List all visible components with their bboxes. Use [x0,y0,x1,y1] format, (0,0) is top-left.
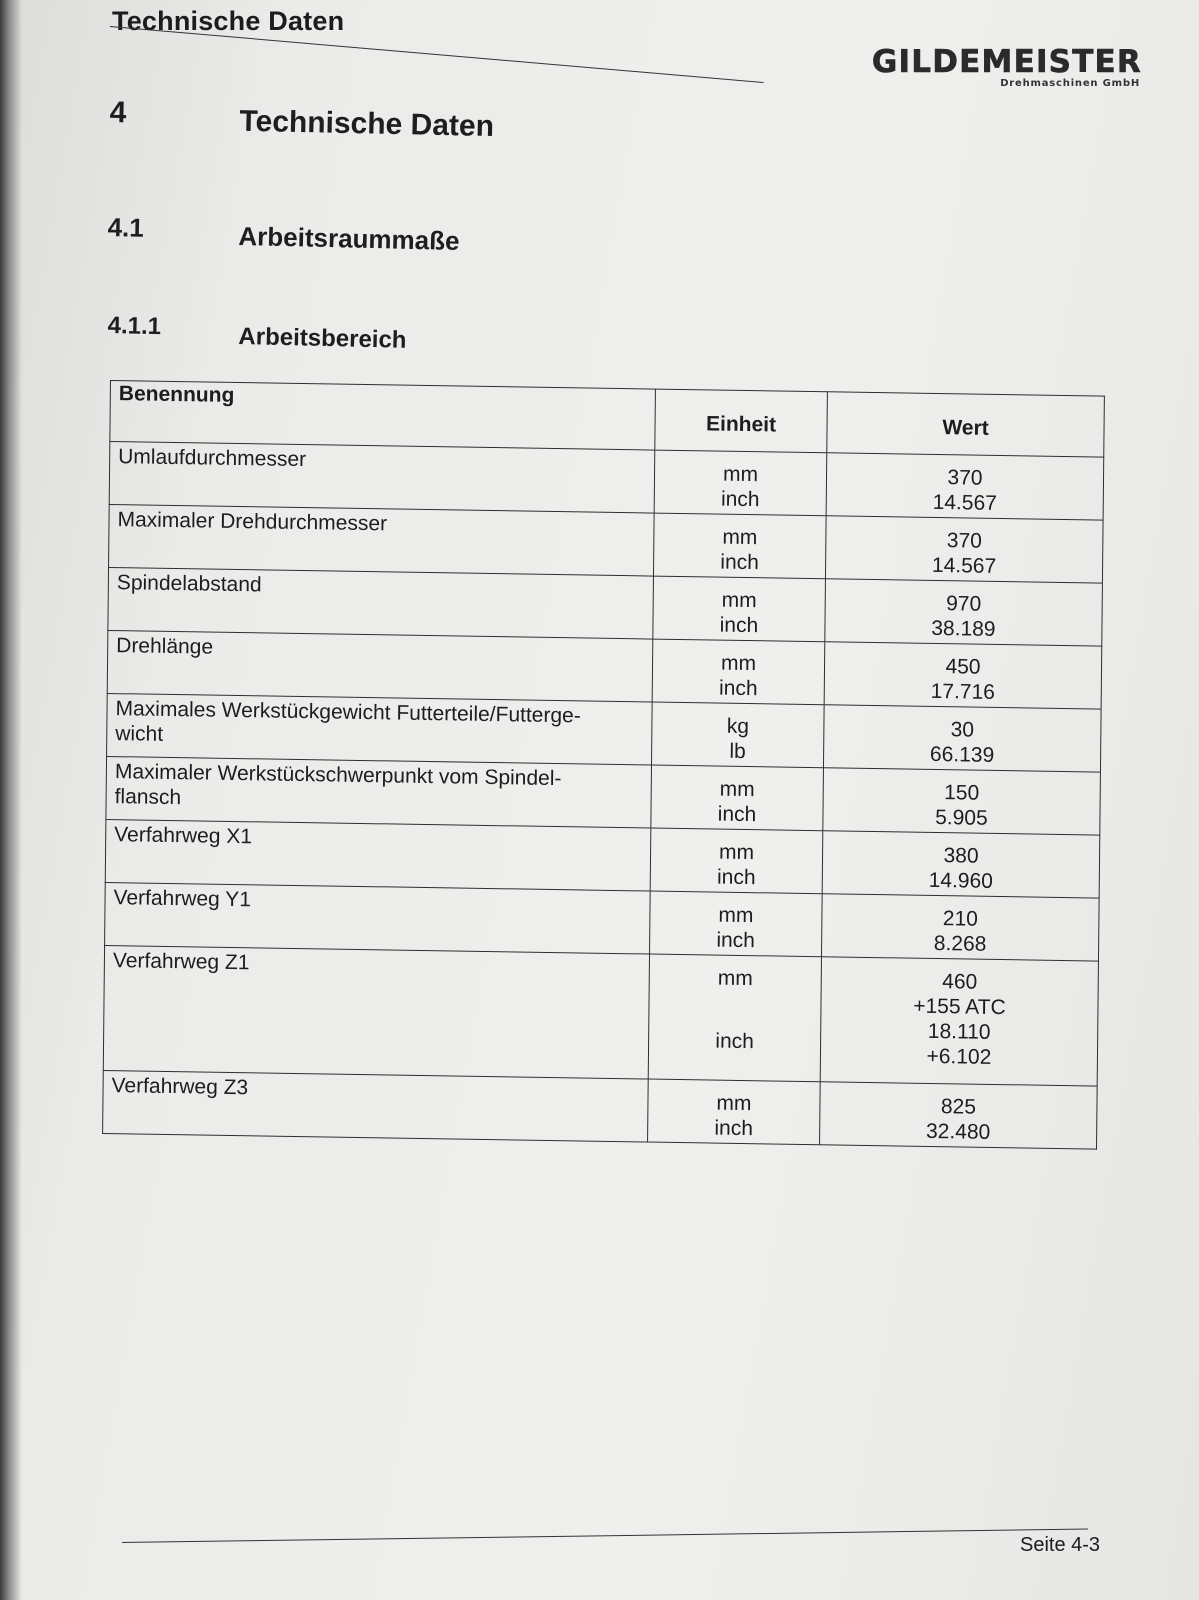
row-values [825,579,1103,646]
section-number: 4.1 [107,212,145,243]
section-title: Arbeitsraummaße [238,220,460,256]
spec-value: 30 [950,718,975,742]
row-label: Verfahrweg Z1 [103,945,649,1079]
unit-value: inch [718,676,758,701]
spec-value: 14.567 [932,490,997,515]
row-label [106,756,652,828]
header-wert: Wert [827,392,1105,457]
row-label-line: Maximaler Werkstückschwerpunkt vom Spindel- [114,760,562,791]
spec-value: 210 [942,907,979,931]
spec-value: 150 [944,781,980,805]
row-label-line: Maximales Werkstückgewicht Futterteile/Futterge- [115,697,581,728]
row-values [821,894,1099,961]
logo-wordmark: GILDEMEISTER [871,44,1142,80]
row-units [650,828,823,894]
spec-value: 825 [940,1095,977,1119]
header-rule [110,26,764,83]
section-title: Technische Daten [239,104,495,144]
row-units [651,765,824,831]
spec-value: 14.960 [928,868,994,893]
row-values [825,516,1103,583]
section-title: Arbeitsbereich [238,322,407,354]
unit-value: inch [716,865,756,890]
unit-value: mm [718,903,754,928]
spec-value: 380 [943,844,979,868]
logo-subtitle: Drehmaschinen GmbH [1000,78,1140,89]
section-number: 4 [109,96,127,130]
row-label: Drehlänge [107,630,653,702]
row-label: Verfahrweg Y1 [105,882,651,954]
unit-value: inch [720,487,760,512]
row-label-line: wicht [115,722,164,746]
header-einheit: Einheit [655,389,828,453]
row-label: Verfahrweg X1 [105,819,651,891]
row-units [653,576,826,642]
row-values [823,705,1101,772]
row-values [824,642,1102,709]
page-number: Seite 4-3 [1020,1534,1101,1556]
unit-value: lb [729,739,746,764]
row-label: Umlaufdurchmesser [109,442,655,514]
unit-value: inch [717,802,757,827]
unit-value: mm [717,966,753,991]
row-units [651,702,824,768]
spec-value: 970 [946,592,982,616]
row-values [820,957,1098,1086]
spec-value: 66.139 [929,742,995,767]
spec-value: 370 [946,529,982,553]
spec-value: 460 [942,970,978,994]
spec-value: 14.567 [931,553,997,578]
table-body [103,442,1104,1150]
specs-table [102,380,1105,1150]
row-label: Spindelabstand [108,567,654,639]
unit-value: mm [718,840,755,865]
spec-value: 17.716 [930,679,996,704]
row-label: Maximaler Drehdurchmesser [109,505,655,577]
spec-value: 18.110 [927,1019,991,1044]
spec-value: +155 ATC [913,994,1006,1020]
unit-value: mm [722,525,758,550]
row-units [650,891,823,957]
page-edge-shadow [0,0,22,1600]
row-label [107,693,653,765]
row-values [826,453,1104,520]
specs-table-wrapper [102,380,1105,1150]
unit-value: mm [716,1091,752,1116]
running-header-title: Technische Daten [112,6,345,36]
unit-value: inch [715,1029,754,1054]
unit-value: inch [719,613,759,638]
row-units [648,1079,821,1145]
row-units [654,450,827,516]
footer-rule [122,1529,1088,1543]
row-label: Verfahrweg Z3 [103,1070,649,1142]
unit-value: mm [719,777,755,802]
row-units [652,639,825,705]
section-number: 4.1.1 [107,312,162,341]
spec-value: 32.480 [925,1119,991,1144]
spec-value: 5.905 [935,806,988,830]
spec-value: 8.268 [933,932,987,956]
row-values [823,768,1101,835]
unit-value: inch [714,1116,754,1141]
row-units [648,954,821,1082]
spec-value: 38.189 [931,616,996,641]
unit-value: mm [722,462,759,487]
table-row [103,945,1098,1086]
spec-value: 370 [947,466,983,490]
row-values [822,831,1100,898]
row-values [820,1082,1098,1149]
row-units [653,513,826,579]
row-label-line: flansch [114,785,182,810]
unit-value: mm [720,651,757,676]
unit-value: mm [721,588,757,613]
company-logo [782,44,1142,89]
unit-value: inch [720,550,760,575]
header-benennung: Benennung [110,381,656,451]
spec-value: +6.102 [926,1044,992,1069]
unit-value: kg [726,714,750,739]
unit-value: inch [716,928,756,953]
spec-value: 450 [945,655,981,679]
